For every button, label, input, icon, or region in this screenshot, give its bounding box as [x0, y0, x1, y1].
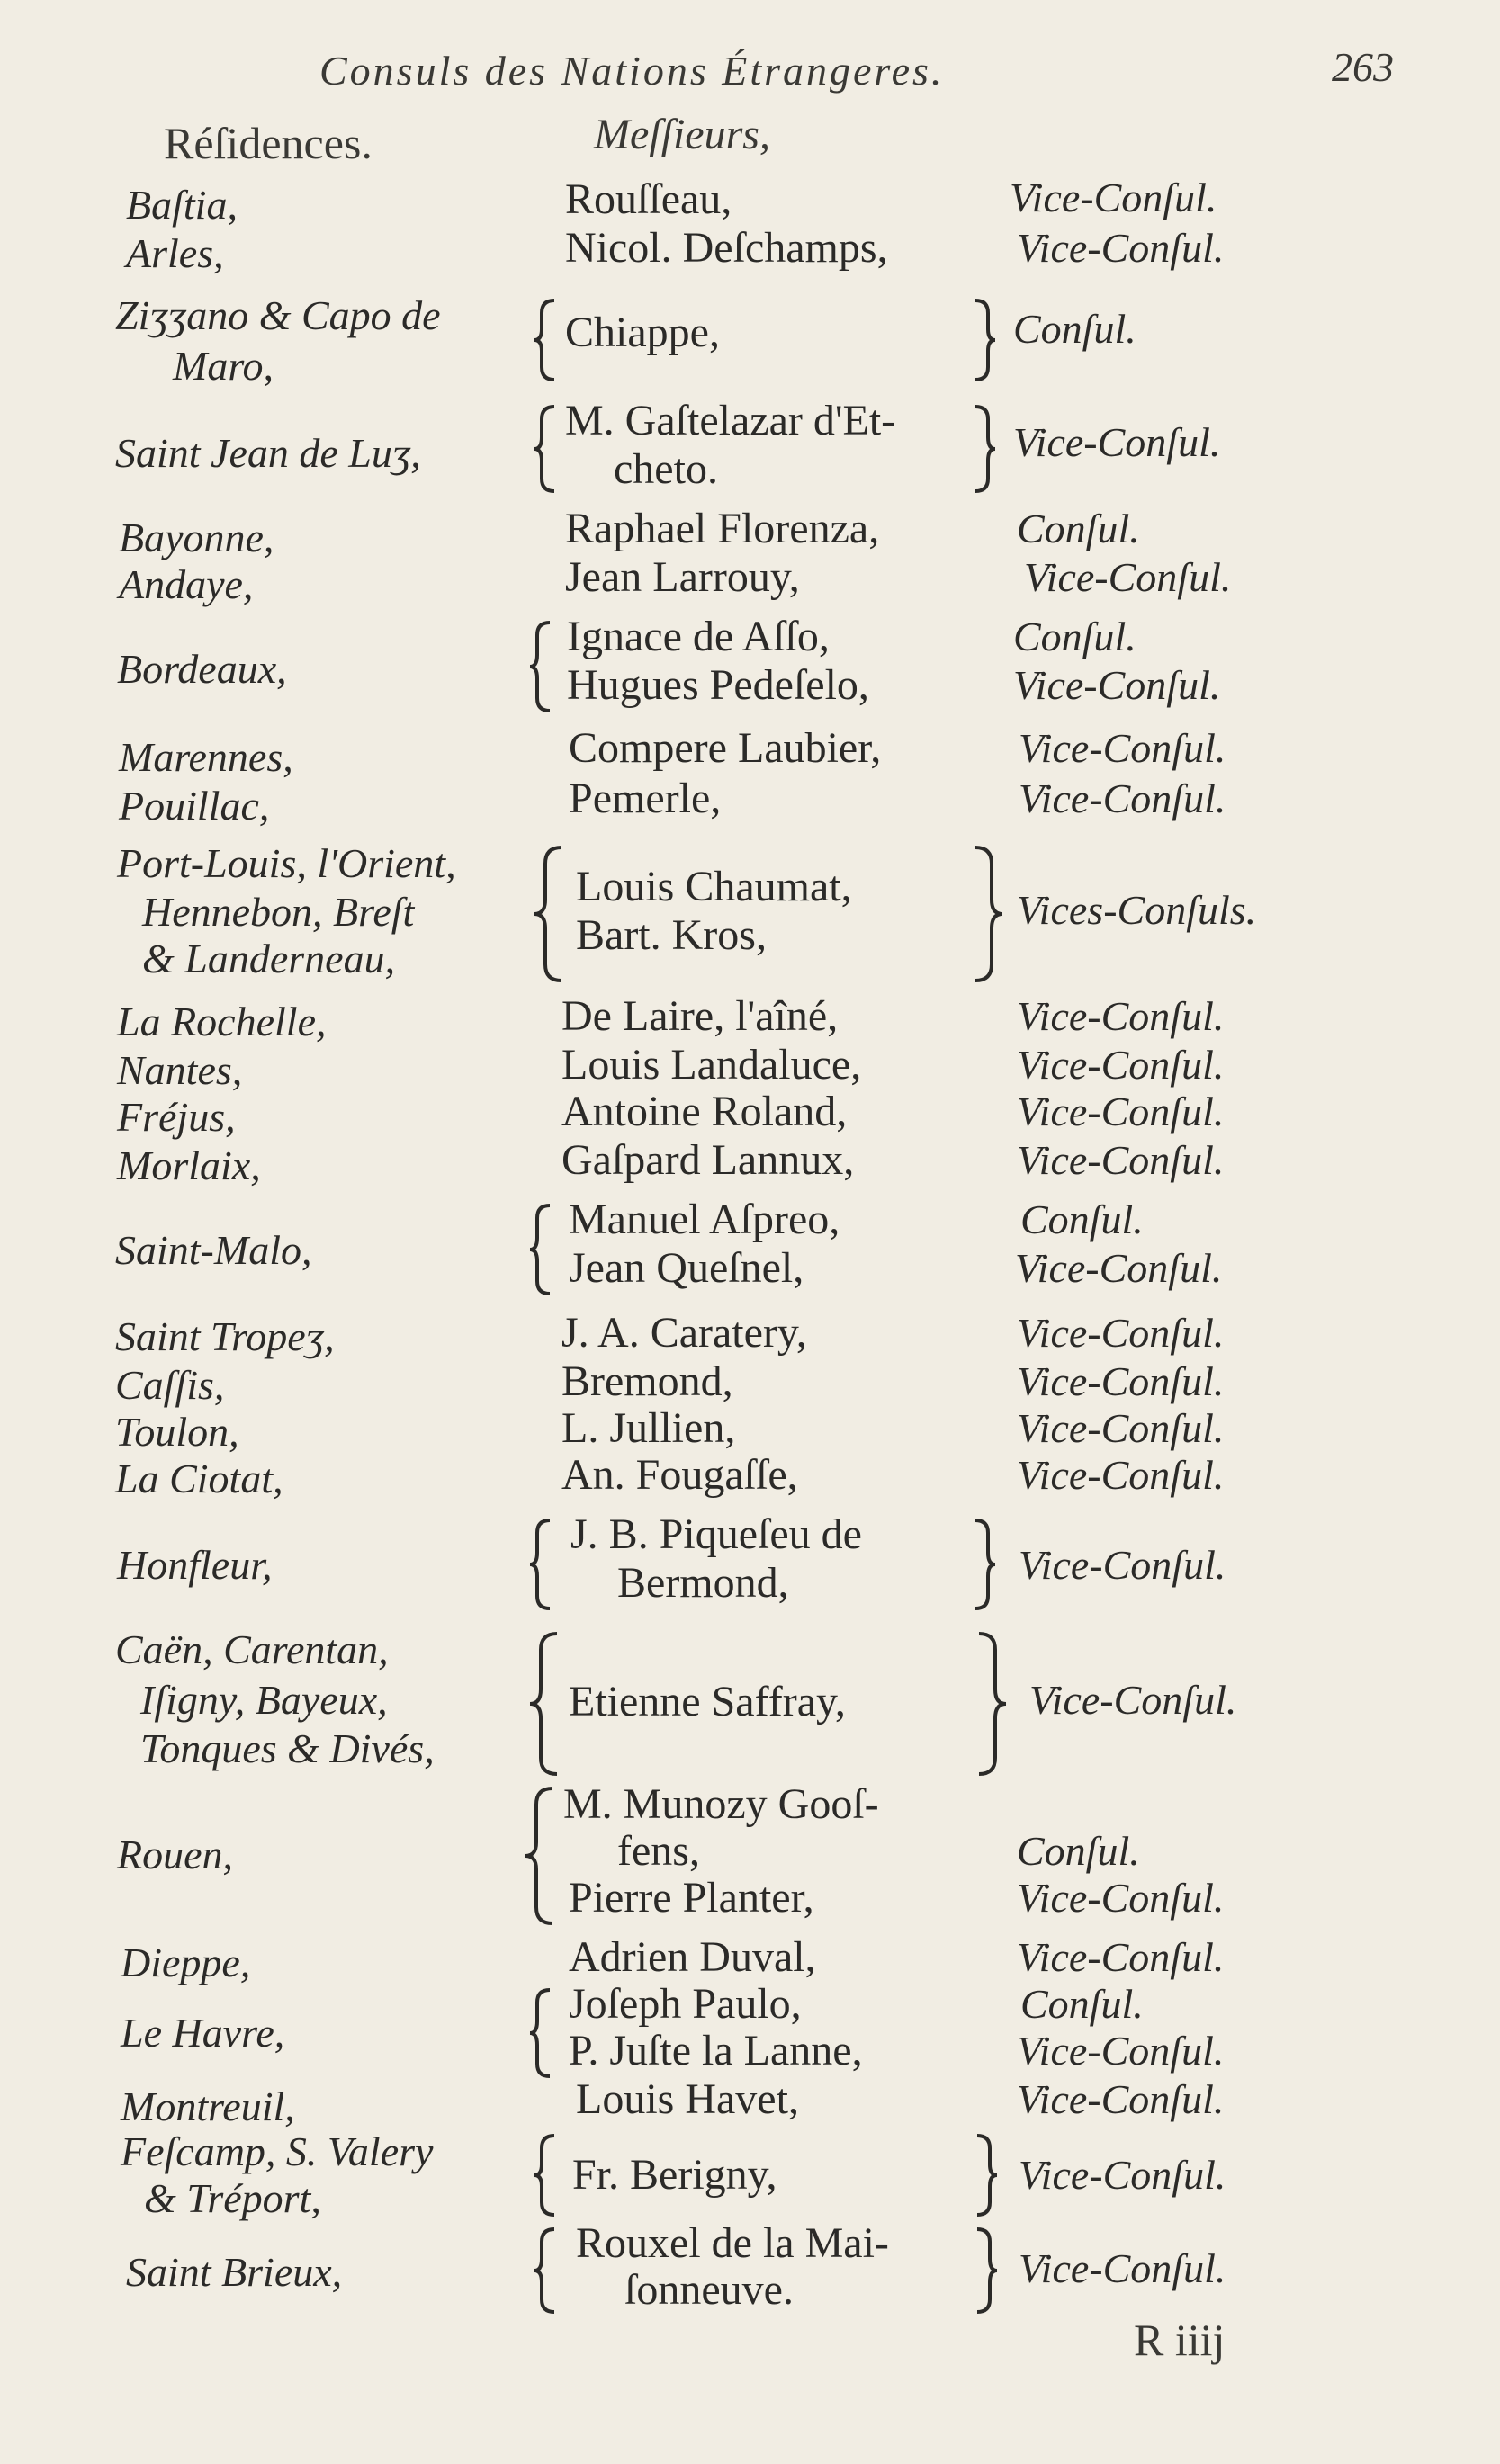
entry-place: Bordeaux,	[117, 646, 287, 692]
entry-name: Bremond,	[561, 1357, 733, 1405]
column-heading-messieurs: Meſſieurs,	[594, 111, 770, 158]
entry-name: ſonneuve.	[624, 2266, 794, 2314]
entry-name: M. Munozy Gooſ-	[563, 1780, 879, 1828]
entry-title: Vice-Conſul.	[1013, 662, 1221, 708]
right-brace	[972, 1517, 999, 1612]
left-brace	[526, 619, 553, 714]
entry-title: Vice-Conſul.	[1017, 2028, 1225, 2074]
entry-title: Conſul.	[1020, 1196, 1144, 1242]
entry-title: Vice-Conſul.	[1024, 554, 1232, 600]
entry-place: Arles,	[126, 230, 224, 276]
left-brace	[526, 1202, 553, 1297]
entry-name: Ignace de Aſſo,	[567, 613, 830, 660]
entry-title: Vice-Conſul.	[1017, 1310, 1225, 1356]
entry-name: Raphael Florenza,	[565, 505, 880, 552]
entry-title: Vice-Conſul.	[1017, 1405, 1225, 1451]
entry-place: Hennebon, Breſt	[142, 889, 415, 935]
left-brace	[526, 1986, 553, 2080]
entry-title: Conſul.	[1017, 1828, 1140, 1874]
entry-name: Pemerle,	[569, 775, 722, 822]
entry-title: Vice-Conſul.	[1019, 775, 1226, 821]
entry-title: Vice-Conſul.	[1017, 1452, 1225, 1498]
entry-place: Ziʒʒano & Capo de	[115, 292, 441, 338]
entry-place: Feſcamp, S. Valery	[121, 2128, 434, 2174]
entry-place: Saint Tropeʒ,	[115, 1313, 335, 1359]
entry-place: Montreuil,	[121, 2083, 295, 2129]
left-brace	[531, 2132, 558, 2218]
entry-place: Honfleur,	[117, 1542, 273, 1588]
entry-name: Joſeph Paulo,	[569, 1980, 802, 2028]
entry-title: Vice-Conſul.	[1019, 1542, 1226, 1588]
entry-place: Bayonne,	[119, 515, 274, 560]
entry-title: Vice-Conſul.	[1017, 1358, 1225, 1404]
entry-place: Saint Brieux,	[126, 2249, 343, 2295]
entry-title: Conſul.	[1020, 1981, 1144, 2027]
entry-place: Rouen,	[117, 1832, 234, 1877]
entry-place: Nantes,	[117, 1047, 243, 1093]
entry-name: Nicol. Deſchamps,	[565, 224, 888, 272]
entry-title: Vice-Conſul.	[1010, 175, 1217, 220]
entry-name: Etienne Saffray,	[569, 1678, 846, 1725]
entry-title: Vice-Conſul.	[1017, 1089, 1225, 1134]
right-brace	[974, 2132, 1001, 2218]
entry-name: Rouſſeau,	[565, 175, 732, 223]
entry-name: cheto.	[614, 445, 718, 493]
entry-title: Vice-Conſul.	[1019, 2152, 1226, 2198]
entry-name: Rouxel de la Mai-	[576, 2219, 889, 2267]
entry-name: Jean Larrouy,	[565, 553, 800, 601]
entry-name: De Laire, l'aîné,	[561, 992, 839, 1040]
left-brace	[526, 1630, 562, 1778]
entry-place: Caſſis,	[115, 1362, 225, 1408]
entry-name: Louis Havet,	[576, 2075, 799, 2123]
right-brace	[970, 844, 1006, 984]
entry-place: Morlaix,	[117, 1142, 261, 1188]
entry-title: Vice-Conſul.	[1017, 1875, 1225, 1921]
entry-place: Toulon,	[115, 1409, 239, 1455]
right-brace	[972, 403, 999, 495]
entry-name: Louis Landaluce,	[561, 1041, 862, 1089]
entry-place: Fréjus,	[117, 1094, 236, 1140]
right-brace	[974, 2226, 1001, 2316]
entry-place: & Landerneau,	[142, 936, 396, 981]
entry-name: Manuel Aſpreo,	[569, 1196, 840, 1243]
entry-name: J. B. Piqueſeu de	[570, 1510, 862, 1558]
entry-name: Adrien Duval,	[569, 1933, 816, 1981]
entry-name: Louis Chaumat,	[576, 863, 852, 910]
entry-place: Saint Jean de Luʒ,	[115, 430, 421, 476]
entry-place: Iſigny, Bayeux,	[140, 1677, 388, 1723]
left-brace	[522, 1785, 558, 1927]
entry-title: Vice-Conſul.	[1017, 993, 1225, 1039]
entry-place: Maro,	[173, 343, 274, 389]
right-brace	[972, 297, 999, 383]
entry-title: Vices-Conſuls.	[1017, 887, 1257, 933]
entry-place: Caën, Carentan,	[115, 1626, 389, 1672]
entry-name: Fr. Berigny,	[572, 2151, 777, 2199]
entry-place: La Ciotat,	[115, 1456, 283, 1501]
entry-title: Vice-Conſul.	[1017, 1934, 1225, 1980]
entry-place: Marennes,	[119, 734, 293, 780]
entry-title: Conſul.	[1013, 306, 1136, 352]
entry-name: fens,	[617, 1827, 700, 1875]
entry-name: Pierre Planter,	[569, 1874, 814, 1922]
entry-place: Dieppe,	[121, 1940, 251, 1985]
entry-place: Port-Louis, l'Orient,	[117, 840, 456, 886]
entry-place: & Tréport,	[144, 2175, 321, 2221]
right-brace	[974, 1630, 1010, 1778]
running-header: Consuls des Nations Étrangeres.	[319, 48, 945, 94]
entry-place: Le Havre,	[121, 2010, 285, 2056]
entry-place: Baſtia,	[126, 182, 238, 228]
entry-name: Bart. Kros,	[576, 911, 767, 959]
entry-name: Bermond,	[617, 1559, 789, 1607]
entry-title: Vice-Conſul.	[1029, 1677, 1237, 1723]
entry-place: Pouillac,	[119, 783, 270, 829]
entry-name: Antoine Roland,	[561, 1088, 848, 1135]
entry-place: La Rochelle,	[117, 999, 327, 1044]
entry-title: Vice-Conſul.	[1019, 2245, 1226, 2291]
entry-name: Gaſpard Lannux,	[561, 1136, 855, 1184]
page-number: 263	[1332, 44, 1394, 90]
entry-place: Tonques & Divés,	[140, 1725, 435, 1771]
left-brace	[531, 403, 558, 495]
entry-title: Vice-Conſul.	[1019, 725, 1226, 771]
left-brace	[526, 1517, 553, 1612]
entry-name: Hugues Pedeſelo,	[567, 661, 869, 709]
entry-title: Vice-Conſul.	[1015, 1245, 1223, 1291]
left-brace	[531, 2226, 558, 2316]
entry-name: Chiappe,	[565, 309, 720, 356]
entry-title: Conſul.	[1017, 506, 1140, 551]
entry-title: Vice-Conſul.	[1013, 419, 1221, 465]
left-brace	[531, 844, 567, 984]
entry-title: Vice-Conſul.	[1017, 1042, 1225, 1088]
entry-title: Conſul.	[1013, 614, 1136, 659]
entry-name: L. Jullien,	[561, 1404, 736, 1452]
entry-name: M. Gaſtelazar d'Et-	[565, 397, 896, 444]
entry-place: Andaye,	[119, 561, 254, 607]
signature-mark: R iiij	[1134, 2315, 1226, 2365]
entry-name: Compere Laubier,	[569, 724, 882, 772]
entry-title: Vice-Conſul.	[1017, 1137, 1225, 1183]
left-brace	[531, 297, 558, 383]
entry-name: P. Juſte la Lanne,	[569, 2027, 863, 2074]
entry-place: Saint-Malo,	[115, 1227, 312, 1273]
column-heading-residences: Réſidences.	[164, 118, 373, 168]
entry-title: Vice-Conſul.	[1017, 2076, 1225, 2122]
entry-title: Vice-Conſul.	[1017, 225, 1225, 271]
entry-name: An. Fougaſſe,	[561, 1451, 798, 1499]
entry-name: J. A. Caratery,	[561, 1309, 807, 1357]
entry-name: Jean Queſnel,	[569, 1244, 804, 1292]
